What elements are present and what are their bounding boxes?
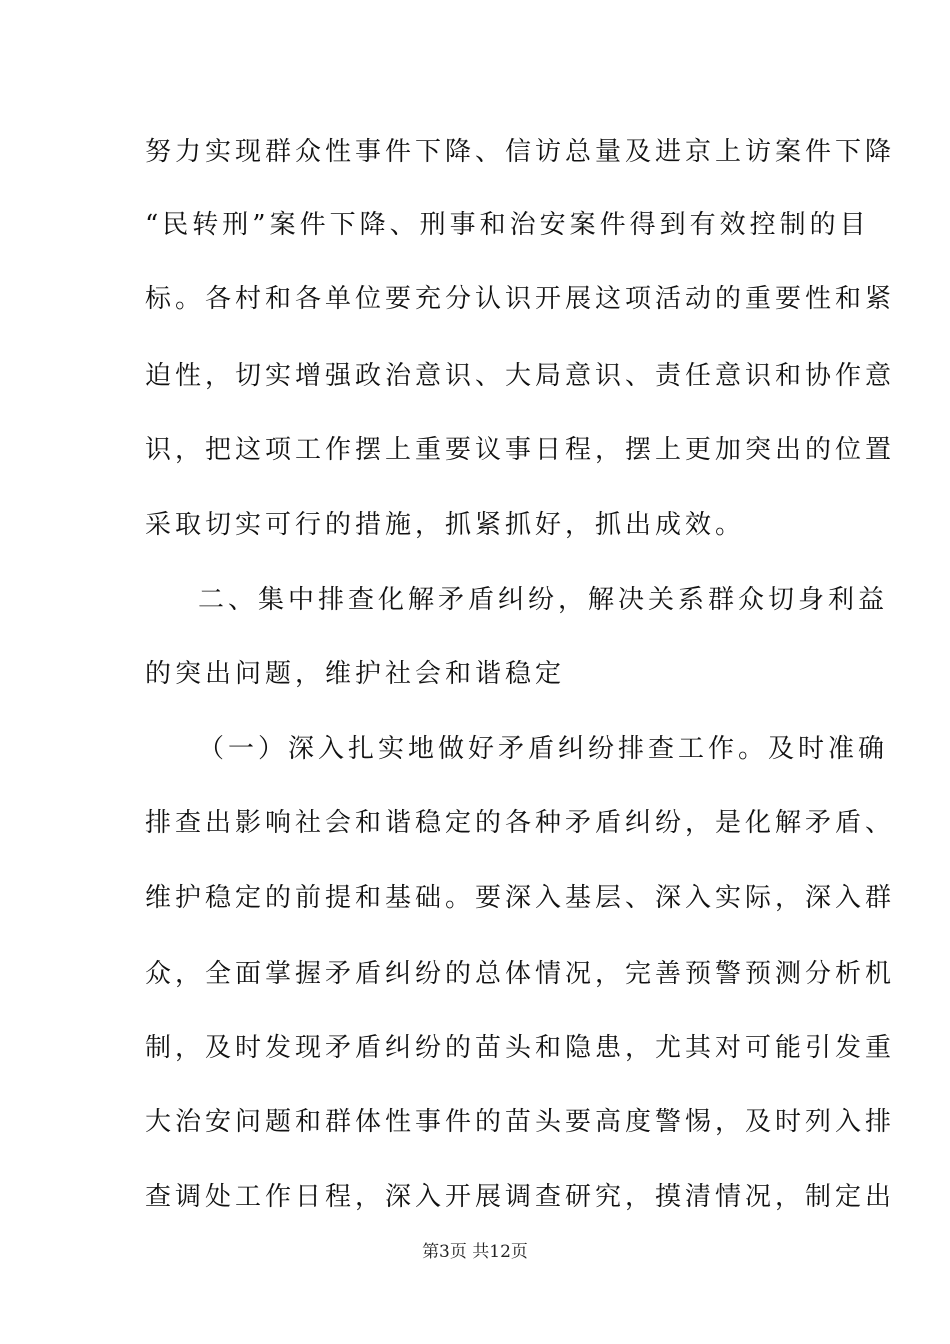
- body-text-line: 众，全面掌握矛盾纠纷的总体情况，完善预警预测分析机: [145, 959, 896, 989]
- body-text-line: 制，及时发现矛盾纠纷的苗头和隐患，尤其对可能引发重: [145, 1033, 896, 1063]
- body-text-line: 维护稳定的前提和基础。要深入基层、深入实际，深入群: [145, 883, 896, 913]
- body-text-line: 查调处工作日程，深入开展调查研究，摸清情况，制定出: [145, 1182, 896, 1212]
- body-text-line: 排查出影响社会和谐稳定的各种矛盾纠纷，是化解矛盾、: [145, 808, 896, 838]
- section-heading-line: 二、集中排查化解矛盾纠纷，解决关系群众切身利益: [198, 585, 889, 615]
- body-text-line: 努力实现群众性事件下降、信访总量及进京上访案件下降: [145, 137, 896, 167]
- section-heading-line: 的突出问题，维护社会和谐稳定: [145, 659, 566, 689]
- body-text-line: “民转刑”案件下降、刑事和治安案件得到有效控制的目: [145, 210, 870, 240]
- body-text-line: 采取切实可行的措施，抓紧抓好，抓出成效。: [145, 510, 746, 540]
- body-text-line: （一）深入扎实地做好矛盾纠纷排查工作。及时准确: [198, 734, 889, 764]
- body-text-line: 迫性，切实增强政治意识、大局意识、责任意识和协作意: [145, 361, 896, 391]
- body-text-line: 识，把这项工作摆上重要议事日程，摆上更加突出的位置: [145, 435, 896, 465]
- body-text-line: 标。各村和各单位要充分认识开展这项活动的重要性和紧: [145, 284, 896, 314]
- page-number-footer: 第3页 共12页: [422, 1242, 528, 1262]
- body-text-line: 大治安问题和群体性事件的苗头要高度警惕，及时列入排: [145, 1107, 896, 1137]
